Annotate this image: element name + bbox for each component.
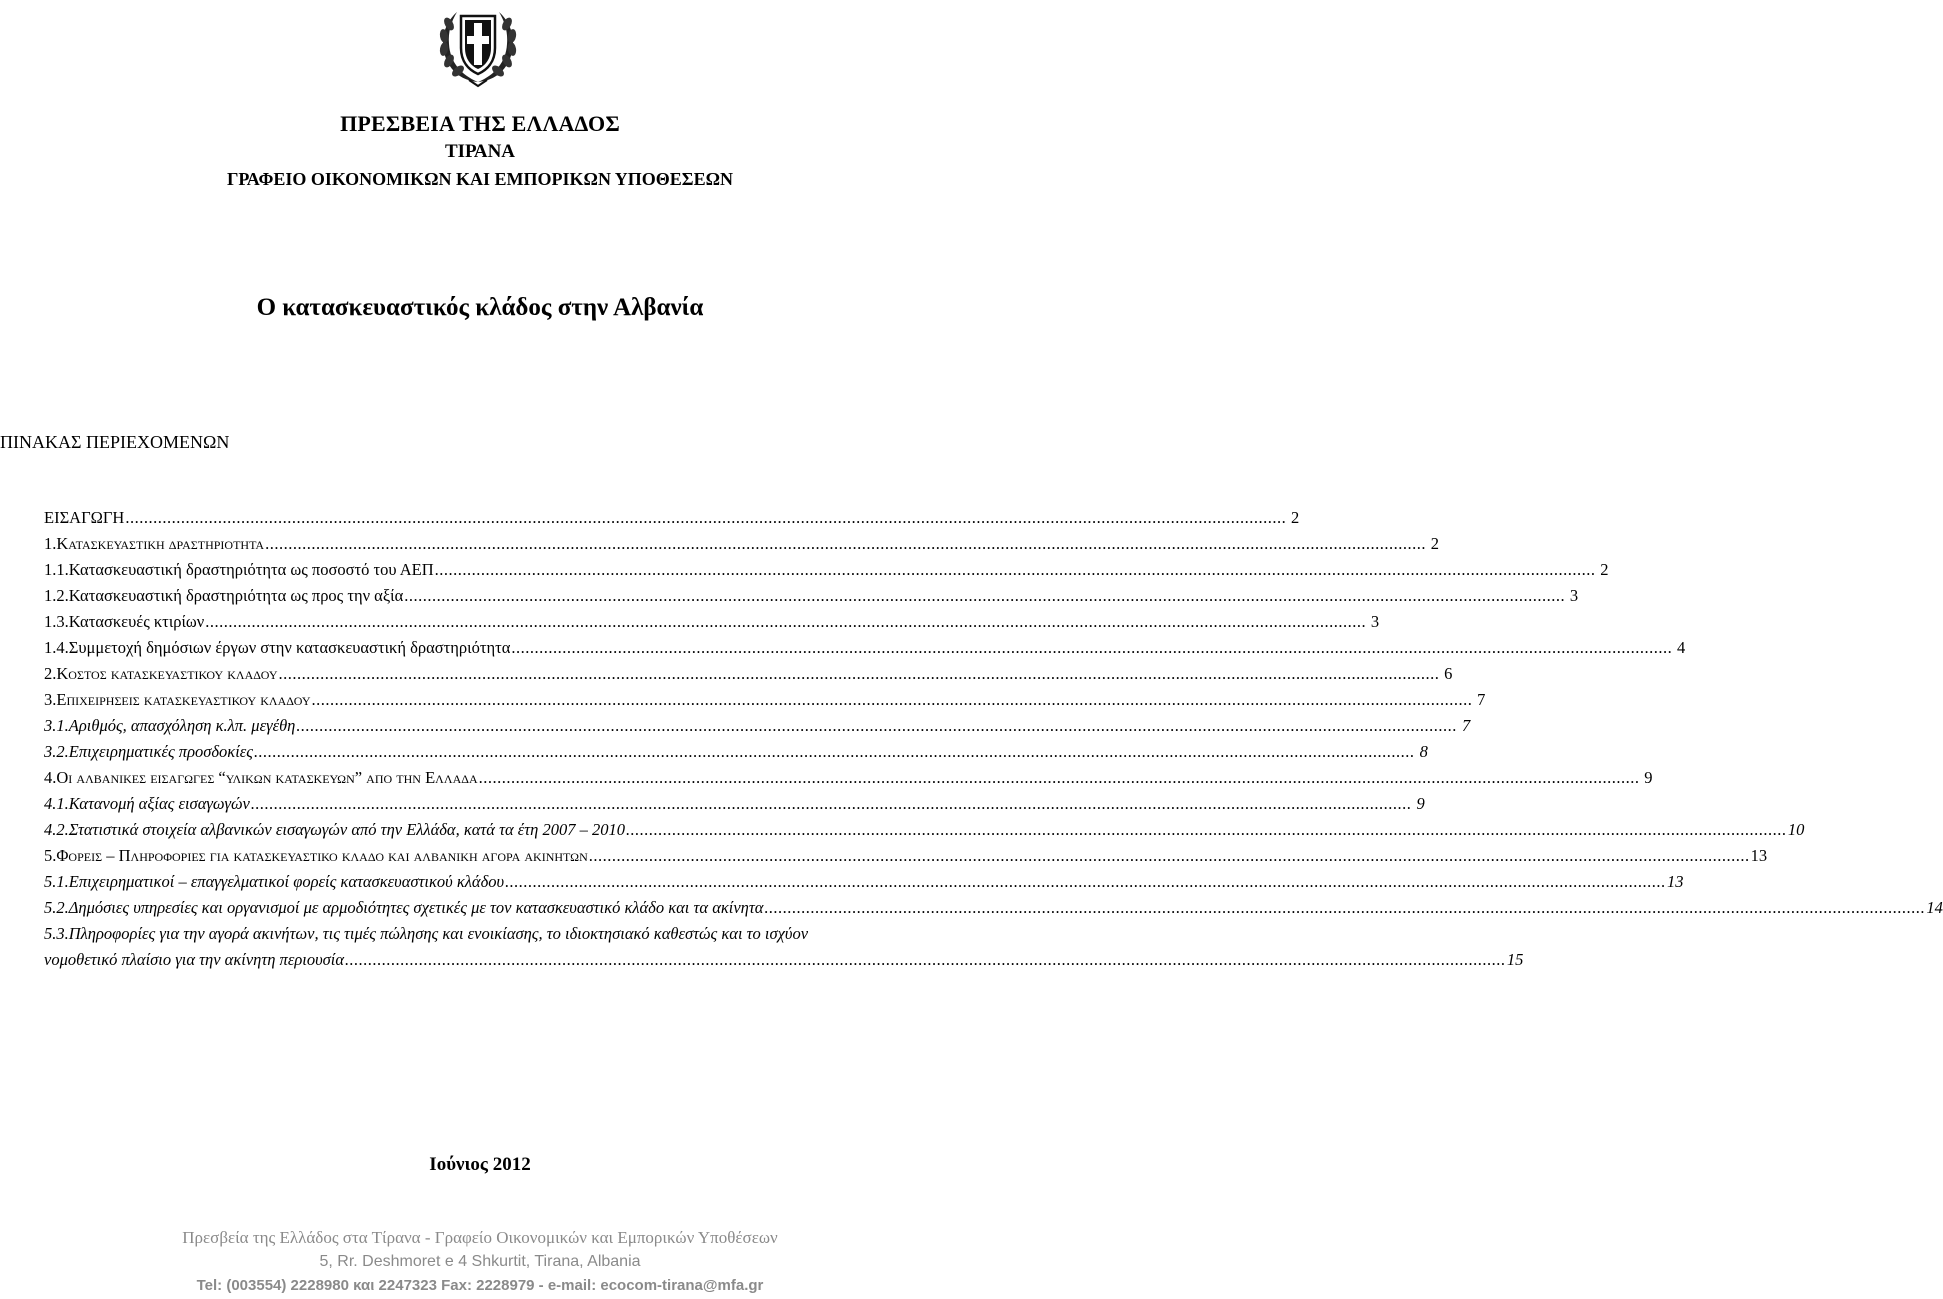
toc-entry-text: Συμμετοχή δημόσιων έργων στην κατασκευαστική δραστηριότητα	[68, 638, 511, 657]
footer-office: Πρεσβεία της Ελλάδος στα Τίρανα - Γραφείο Οικονομικών και Εμπορικών Υποθέσεων	[182, 1228, 778, 1247]
toc-entry-number: 5.	[44, 846, 57, 865]
toc-entry-page: 3	[1370, 612, 1380, 631]
toc-entry-text: ΕΙΣΑΓΩΓΗ	[44, 508, 125, 527]
toc-heading: ΠΙΝΑΚΑΣ ΠΕΡΙΕΧΟΜΕΝΩΝ	[0, 432, 230, 452]
toc-entry-number: 5.1.	[44, 872, 69, 891]
toc-entry[interactable]	[0, 716, 1471, 742]
toc-entry-number: 1.3.	[44, 612, 69, 631]
toc-entry-page: 3	[1569, 586, 1579, 605]
toc-entry-number: 2.	[44, 664, 57, 683]
toc-entry-text: Φορεις – Πληροφοριες για κατασκευαστικο κλαδο και αλβανικη αγορα ακινητων	[56, 846, 588, 865]
toc-entry-page: 6	[1444, 664, 1453, 683]
toc-entry[interactable]	[0, 638, 1686, 664]
toc-entry[interactable]	[0, 924, 962, 950]
toc-entry-text: Κατανομή αξίας εισαγωγών	[68, 794, 250, 813]
document-title: Ο κατασκευαστικός κλάδος στην Αλβανία	[256, 294, 704, 321]
toc-entry-number: 5.3.	[44, 924, 69, 943]
toc-entry-number: 4.2.	[44, 820, 69, 839]
toc-entry[interactable]	[0, 898, 1943, 924]
table-of-contents	[0, 508, 1943, 976]
toc-entry-number: 3.	[44, 690, 57, 709]
toc-entry-text: Κατασκευαστικη δραστηριοτητα	[56, 534, 265, 553]
greek-coat-of-arms-icon	[433, 2, 523, 88]
toc-entry[interactable]	[0, 560, 1609, 586]
toc-entry-number: 1.	[44, 534, 57, 553]
toc-entry-text: νομοθετικό πλαίσιο για την ακίνητη περιουσία	[44, 950, 345, 969]
footer-contact: Tel: (003554) 2228980 και 2247323 Fax: 2228979 - e-mail: ecocom-tirana@mfa.gr	[196, 1277, 764, 1294]
toc-entry-number: 5.2.	[44, 898, 69, 917]
toc-entry[interactable]	[0, 768, 1653, 794]
toc-entry-text: Κατασκευαστική δραστηριότητα ως προς την αξία	[68, 586, 404, 605]
toc-entry[interactable]	[0, 794, 1425, 820]
toc-entry-page: 7	[1477, 690, 1486, 709]
toc-entry-page: 2	[1600, 560, 1609, 579]
toc-entry-text: Κοστος κατασκευαστικου κλαδου	[56, 664, 278, 683]
toc-entry-number: 3.1.	[44, 716, 69, 735]
toc-entry-number: 4.1.	[44, 794, 69, 813]
toc-entry[interactable]	[0, 664, 1453, 690]
toc-entry-page: 10	[1787, 820, 1805, 839]
toc-entry-page: 7	[1462, 716, 1471, 735]
toc-entry-text: Δημόσιες υπηρεσίες και οργανισμοί με αρμοδιότητες σχετικές με τον κατασκευαστικό κλάδο και τα ακίνητα	[68, 898, 764, 917]
toc-entry[interactable]	[0, 742, 1428, 768]
toc-entry-text: Οι αλβανικες εισαγωγες “υλικων κατασκευων” απο την Ελλαδα	[56, 768, 478, 787]
toc-entry-number: 4.	[44, 768, 57, 787]
toc-entry-number: 3.2.	[44, 742, 69, 761]
toc-entry-page: 9	[1416, 794, 1425, 813]
toc-entry-number: 1.2.	[44, 586, 69, 605]
toc-entry-continuation[interactable]	[0, 950, 1524, 976]
toc-entry[interactable]	[0, 534, 1439, 560]
toc-entry[interactable]	[0, 872, 1684, 898]
toc-entry-text: Πληροφορίες για την αγορά ακινήτων, τις τιμές πώλησης και ενοικίασης, το ιδιοκτησιακό καθεστώς και το ισχύον	[68, 924, 809, 943]
footer-address: 5, Rr. Deshmoret e 4 Shkurtit, Tirana, Albania	[319, 1253, 641, 1270]
toc-entry-text: Επιχειρηματικοί – επαγγελματικοί φορείς κατασκευαστικού κλάδου	[68, 872, 505, 891]
toc-entry-number: 1.1.	[44, 560, 69, 579]
office-name: ΓΡΑΦΕΙΟ ΟΙΚΟΝΟΜΙΚΩΝ ΚΑΙ ΕΜΠΟΡΙΚΩΝ ΥΠΟΘΕΣΕΩΝ	[226, 169, 733, 189]
toc-entry-number: 1.4.	[44, 638, 69, 657]
toc-entry-text: Επιχειρηματικές προσδοκίες	[68, 742, 253, 761]
toc-entry-text: Αριθμός, απασχόληση κ.λπ. μεγέθη	[68, 716, 296, 735]
toc-entry[interactable]	[0, 586, 1579, 612]
toc-entry-page: 4	[1676, 638, 1686, 657]
toc-entry[interactable]	[0, 846, 1768, 872]
toc-entry-page: 8	[1419, 742, 1428, 761]
toc-entry-text: Κατασκευές κτιρίων	[68, 612, 205, 631]
toc-entry-page: 15	[1506, 950, 1524, 969]
toc-entry-page: 13	[1750, 846, 1768, 865]
embassy-city: ΤΙΡΑΝΑ	[444, 141, 516, 162]
toc-entry[interactable]	[0, 820, 1805, 846]
toc-entry[interactable]	[0, 508, 1300, 534]
toc-entry[interactable]	[0, 690, 1486, 716]
toc-entry-text: Στατιστικά στοιχεία αλβανικών εισαγωγών από την Ελλάδα, κατά τα έτη 2007 – 2010	[68, 820, 625, 839]
toc-entry-page: 13	[1666, 872, 1684, 891]
toc-entry-text: Επιχειρησεις κατασκευαστικου κλαδου	[56, 690, 311, 709]
toc-entry-text: Κατασκευαστική δραστηριότητα ως ποσοστό του ΑΕΠ	[68, 560, 434, 579]
embassy-name: ΠΡΕΣΒΕΙΑ ΤΗΣ ΕΛΛΑΔΟΣ	[340, 111, 620, 136]
toc-entry-page: 14	[1926, 898, 1943, 917]
document-date: Ιούνιος 2012	[429, 1154, 531, 1175]
toc-entry-page: 9	[1644, 768, 1653, 787]
toc-entry-page: 2	[1290, 508, 1300, 527]
toc-entry[interactable]	[0, 612, 1380, 638]
toc-entry-page: 2	[1430, 534, 1439, 553]
